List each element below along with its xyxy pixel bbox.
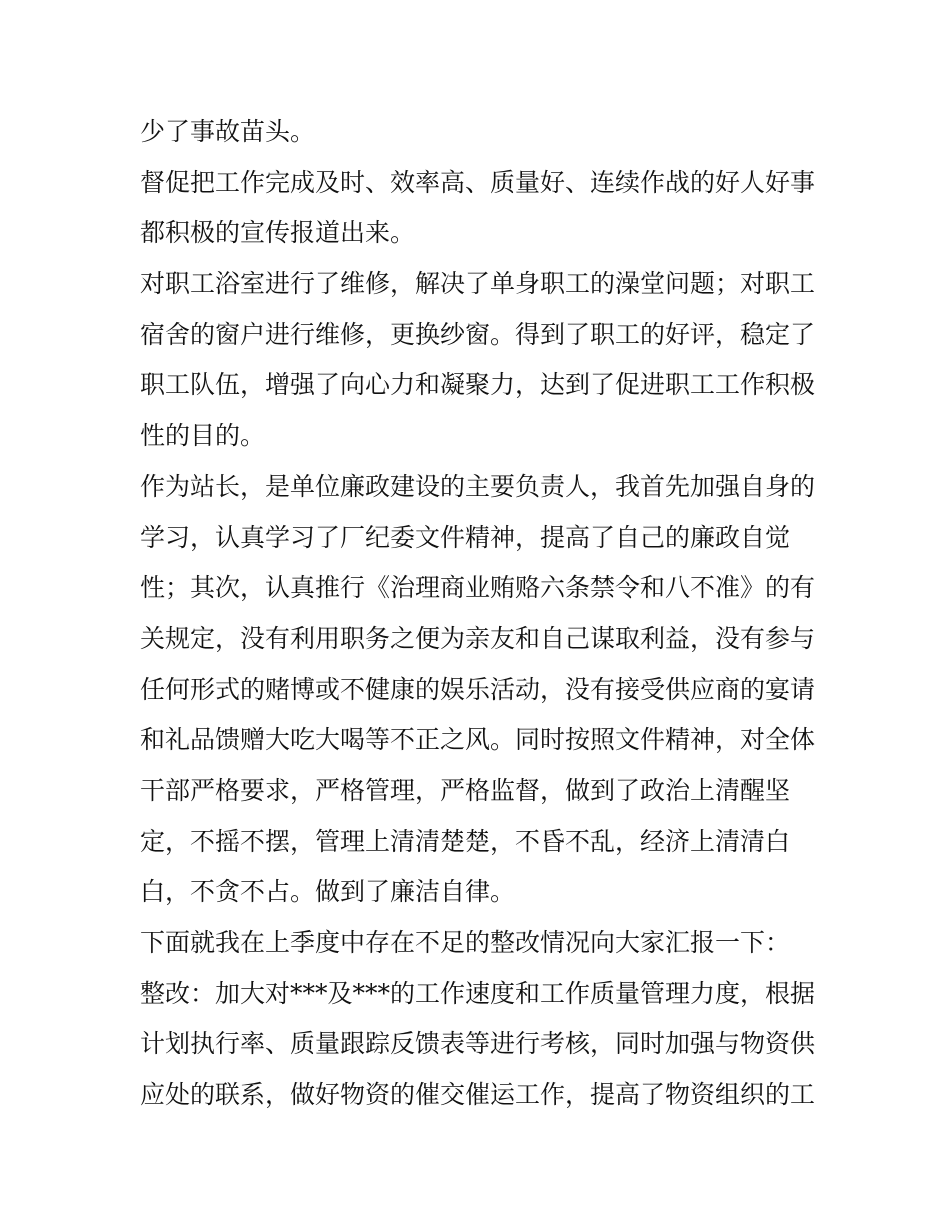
- text-line: 少了事故苗头。: [140, 117, 316, 146]
- document-body: [140, 107, 820, 1121]
- text-line: 学习，认真学习了厂纪委文件精神，提高了自己的廉政自觉: [140, 522, 791, 552]
- text-line: 计划执行率、质量跟踪反馈表等进行考核，同时加强与物资供: [140, 1029, 816, 1059]
- text-line: 白，不贪不占。做到了廉洁自律。: [140, 877, 516, 907]
- text-line: 对职工浴室进行了维修，解决了单身职工的澡堂问题；对职工: [140, 269, 816, 299]
- text-line: 宿舍的窗户进行维修，更换纱窗。得到了职工的好评，稳定了: [140, 319, 816, 349]
- text-line: 性的目的。: [140, 421, 266, 451]
- text-line: 督促把工作完成及时、效率高、质量好、连续作战的好人好事: [140, 167, 816, 197]
- text-line: 干部严格要求，严格管理，严格监督，做到了政治上清醒坚: [140, 775, 791, 805]
- text-line: 应处的联系，做好物资的催交催运工作，提高了物资组织的工: [140, 1080, 816, 1110]
- text-line: 下面就我在上季度中存在不足的整改情况向大家汇报一下：: [140, 928, 791, 957]
- text-line: 职工队伍，增强了向心力和凝聚力，达到了促进职工工作积极: [140, 370, 816, 400]
- text-line: 都积极的宣传报道出来。: [140, 218, 416, 248]
- text-line: 任何形式的赌博或不健康的娱乐活动，没有接受供应商的宴请: [140, 674, 816, 704]
- text-line: 整改：加大对***及***的工作速度和工作质量管理力度，根据: [140, 978, 816, 1008]
- text-line: 性；其次，认真推行《治理商业贿赂六条禁令和八不准》的有: [140, 573, 816, 603]
- text-line: 关规定，没有利用职务之便为亲友和自己谋取利益，没有参与: [140, 623, 816, 653]
- text-line: 定，不摇不摆，管理上清清楚楚，不昏不乱，经济上清清白: [140, 826, 791, 856]
- text-line: 作为站长，是单位廉政建设的主要负责人，我首先加强自身的: [140, 471, 816, 501]
- text-line: 和礼品馈赠大吃大喝等不正之风。同时按照文件精神，对全体: [140, 725, 816, 755]
